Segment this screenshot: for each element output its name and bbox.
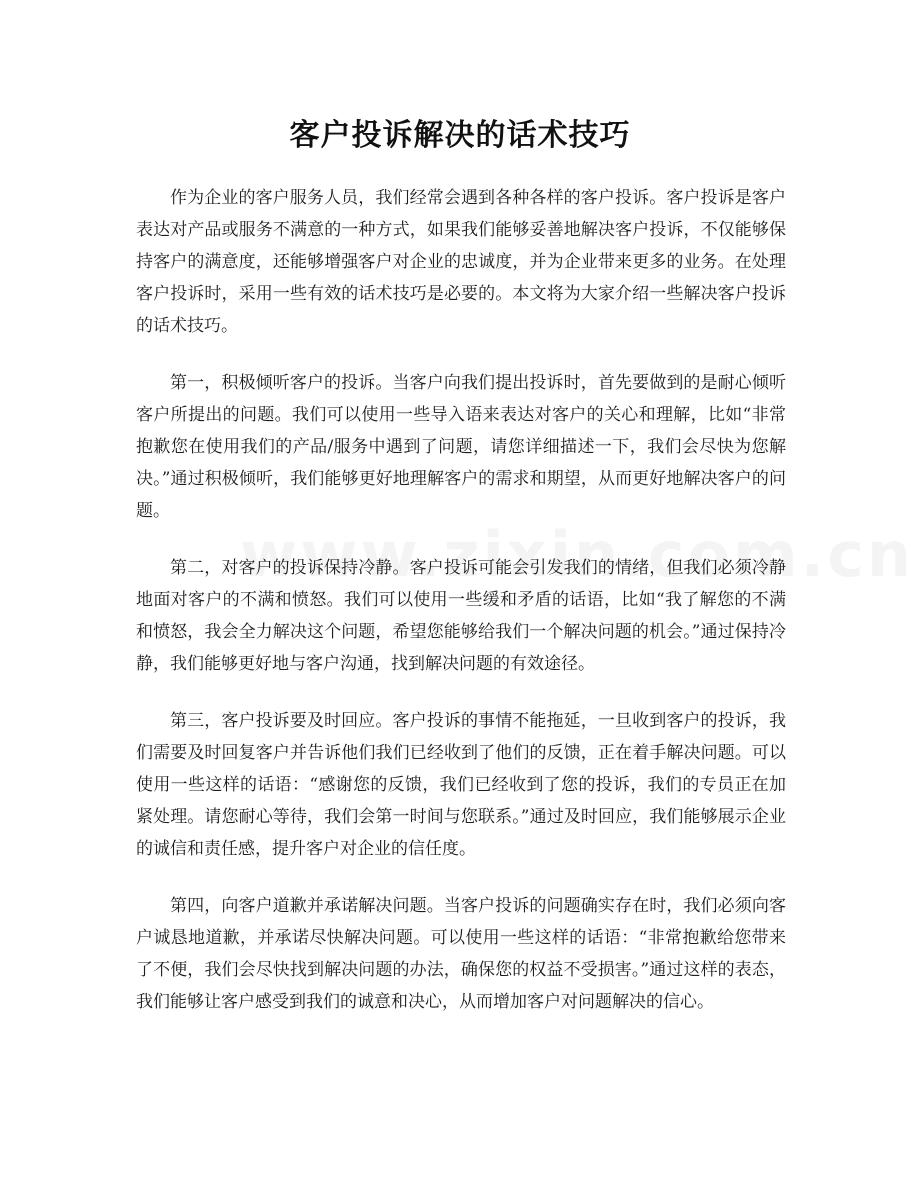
- paragraph-intro: 作为企业的客户服务人员，我们经常会遇到各种各样的客户投诉。客户投诉是客户表达对产品或服务不满意的一种方式，如果我们能够妥善地解决客户投诉，不仅能够保持客户的满意度，还能够增强客户对企业的忠诚度，并为企业带来更多的业务。在处理客户投诉时，采用一些有效的话术技巧是必要的。本文将为大家介绍一些解决客户投诉的话术技巧。: [136, 188, 786, 336]
- paragraph-third: 第三，客户投诉要及时回应。客户投诉的事情不能拖延，一旦收到客户的投诉，我们需要及时回复客户并告诉他们我们已经收到了他们的反馈，正在着手解决问题。可以使用一些这样的话语：“感谢您的反馈，我们已经收到了您的投诉，我们的专员正在加紧处理。请您耐心等待，我们会第一时间与您联系。”通过及时回应，我们能够展示企业的诚信和责任感，提升客户对企业的信任度。: [136, 711, 786, 859]
- paragraph-first: 第一，积极倾听客户的投诉。当客户向我们提出投诉时，首先要做到的是耐心倾听客户所提出的问题。我们可以使用一些导入语来表达对客户的关心和理解，比如“非常抱歉您在使用我们的产品/服务中遇到了问题，请您详细描述一下，我们会尽快为您解决。”通过积极倾听，我们能够更好地理解客户的需求和期望，从而更好地解决客户的问题。: [136, 373, 786, 521]
- paragraph-second: 第二，对客户的投诉保持冷静。客户投诉可能会引发我们的情绪，但我们必须冷静地面对客户的不满和愤怒。我们可以使用一些缓和矛盾的话语，比如“我了解您的不满和愤怒，我会全力解决这个问题，希望您能够给我们一个解决问题的机会。”通过保持冷静，我们能够更好地与客户沟通，找到解决问题的有效途径。: [136, 558, 786, 674]
- paragraph-fourth: 第四，向客户道歉并承诺解决问题。当客户投诉的问题确实存在时，我们必须向客户诚恳地道歉，并承诺尽快解决问题。可以使用一些这样的话语：“非常抱歉给您带来了不便，我们会尽快找到解决问题的办法，确保您的权益不受损害。”通过这样的表态，我们能够让客户感受到我们的诚意和决心，从而增加客户对问题解决的信心。: [136, 896, 786, 1012]
- document-body: [136, 182, 786, 1043]
- document-title: 客户投诉解决的话术技巧: [289, 118, 631, 153]
